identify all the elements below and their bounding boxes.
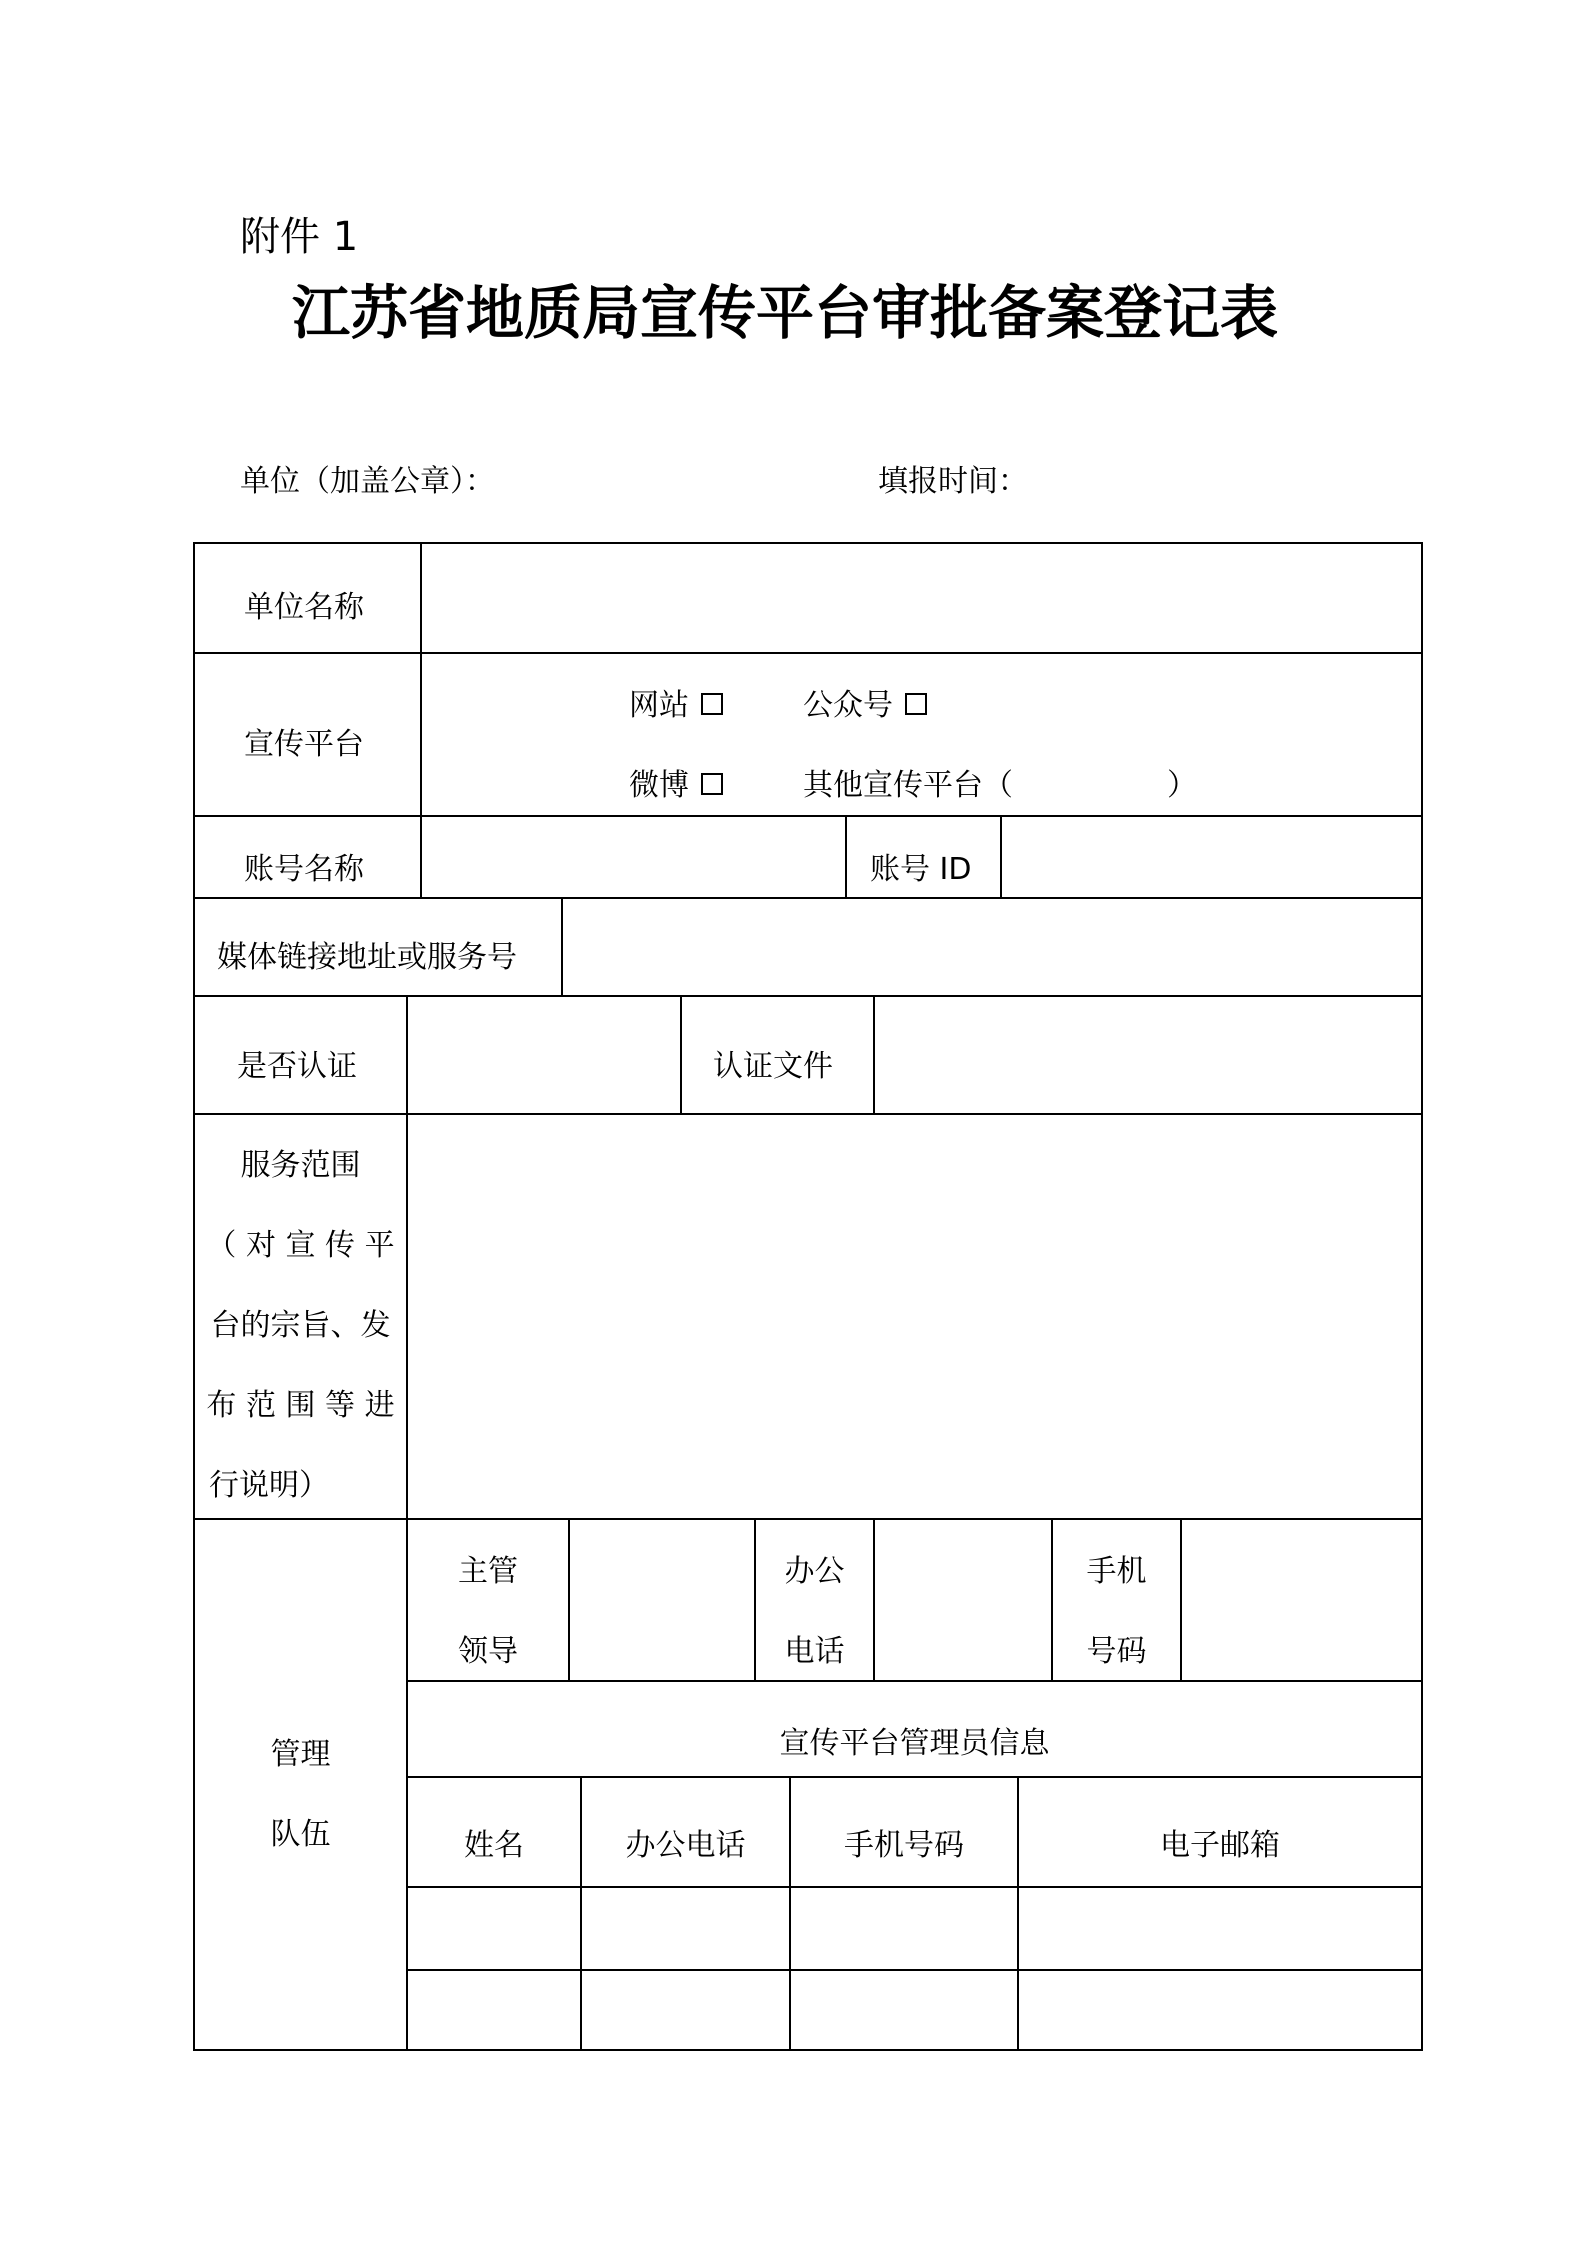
account-name-label: 账号名称 (244, 852, 364, 887)
column-divider (873, 995, 875, 1113)
admin-office-phone-cell[interactable] (584, 1973, 787, 2047)
other-platform-field[interactable] (1025, 762, 1165, 808)
service-scope-line: 布 范 围 等 进 (206, 1388, 395, 1423)
row-divider (193, 815, 1423, 817)
office-phone-label-line: 电话 (784, 1634, 845, 1669)
fill-date-label: 填报时间： (878, 464, 1028, 499)
admin-row (408, 1888, 1421, 1967)
media-link-field[interactable] (565, 901, 1419, 993)
column-divider (561, 897, 563, 995)
admin-mobile-cell[interactable] (793, 1890, 1015, 1965)
account-id-label: 账号 ID (870, 852, 972, 887)
column-divider (1000, 815, 1002, 897)
supervisor-label-line: 领导 (458, 1634, 518, 1669)
unit-seal-label: 单位（加盖公章）： (240, 464, 495, 499)
option-weibo (629, 766, 723, 806)
mobile-field[interactable] (1184, 1522, 1419, 1678)
admin-col-email: 电子邮箱 (1160, 1828, 1280, 1863)
unit-name-label: 单位名称 (244, 590, 364, 625)
column-divider (845, 815, 847, 897)
row-divider (406, 1680, 1423, 1682)
option-website (629, 686, 723, 726)
admin-email-cell[interactable] (1021, 1890, 1419, 1965)
account-name-field[interactable] (424, 819, 843, 895)
option-other-label: 其他宣传平台（ (803, 768, 1013, 803)
website-checkbox[interactable] (701, 693, 723, 715)
supervisor-field[interactable] (572, 1522, 752, 1678)
service-scope-line: 台的宗旨、发 (210, 1308, 391, 1343)
mobile-label-line: 手机 (1086, 1554, 1147, 1589)
column-divider (680, 995, 682, 1113)
row-divider (193, 1113, 1423, 1115)
admin-mobile-cell[interactable] (793, 1973, 1015, 2047)
service-scope-line: （ 对 宣 传 平 (206, 1228, 395, 1263)
platform-label: 宣传平台 (244, 727, 364, 762)
unit-name-field[interactable] (424, 546, 1419, 650)
cert-file-label: 认证文件 (713, 1049, 833, 1084)
admin-row (408, 1971, 1421, 2049)
admin-name-cell[interactable] (410, 1973, 578, 2047)
attachment-label: 附件 1 (240, 214, 359, 260)
row-divider (193, 652, 1423, 654)
option-website-label: 网站 (629, 688, 689, 723)
column-divider (420, 542, 422, 897)
admin-info-title: 宣传平台管理员信息 (779, 1726, 1050, 1761)
service-scope-line: 行说明） (209, 1468, 329, 1503)
option-official-account-label: 公众号 (803, 688, 893, 723)
admin-col-name: 姓名 (464, 1828, 524, 1863)
option-official-account (803, 686, 927, 726)
row-divider (193, 1518, 1423, 1520)
row-divider (193, 897, 1423, 899)
option-other-close: ） (1167, 768, 1197, 803)
team-label-line: 队伍 (270, 1817, 331, 1852)
supervisor-label-line: 主管 (458, 1554, 518, 1589)
team-label-line: 管理 (270, 1737, 331, 1772)
account-id-field[interactable] (1004, 819, 1419, 895)
service-scope-field[interactable] (410, 1117, 1419, 1516)
row-divider (193, 995, 1423, 997)
office-phone-label-line: 办公 (784, 1554, 845, 1589)
admin-name-cell[interactable] (410, 1890, 578, 1965)
option-weibo-label: 微博 (629, 768, 689, 803)
admin-office-phone-cell[interactable] (584, 1890, 787, 1965)
mobile-label-line: 号码 (1086, 1634, 1147, 1669)
media-link-label: 媒体链接地址或服务号 (217, 940, 517, 975)
certified-field[interactable] (410, 999, 678, 1111)
admin-col-office-phone: 办公电话 (625, 1828, 746, 1863)
column-divider (873, 1518, 875, 1680)
page-title: 江苏省地质局宣传平台审批备案登记表 (292, 279, 1279, 347)
admin-col-mobile: 手机号码 (844, 1828, 964, 1863)
row-divider (406, 1776, 1423, 1778)
weibo-checkbox[interactable] (701, 773, 723, 795)
office-phone-field[interactable] (877, 1522, 1049, 1678)
certified-label: 是否认证 (237, 1049, 357, 1084)
service-scope-line: 服务范围 (240, 1148, 361, 1183)
admin-email-cell[interactable] (1021, 1973, 1419, 2047)
column-divider (568, 1518, 570, 1680)
column-divider (1180, 1518, 1182, 1680)
official-account-checkbox[interactable] (905, 693, 927, 715)
cert-file-field[interactable] (877, 999, 1419, 1111)
